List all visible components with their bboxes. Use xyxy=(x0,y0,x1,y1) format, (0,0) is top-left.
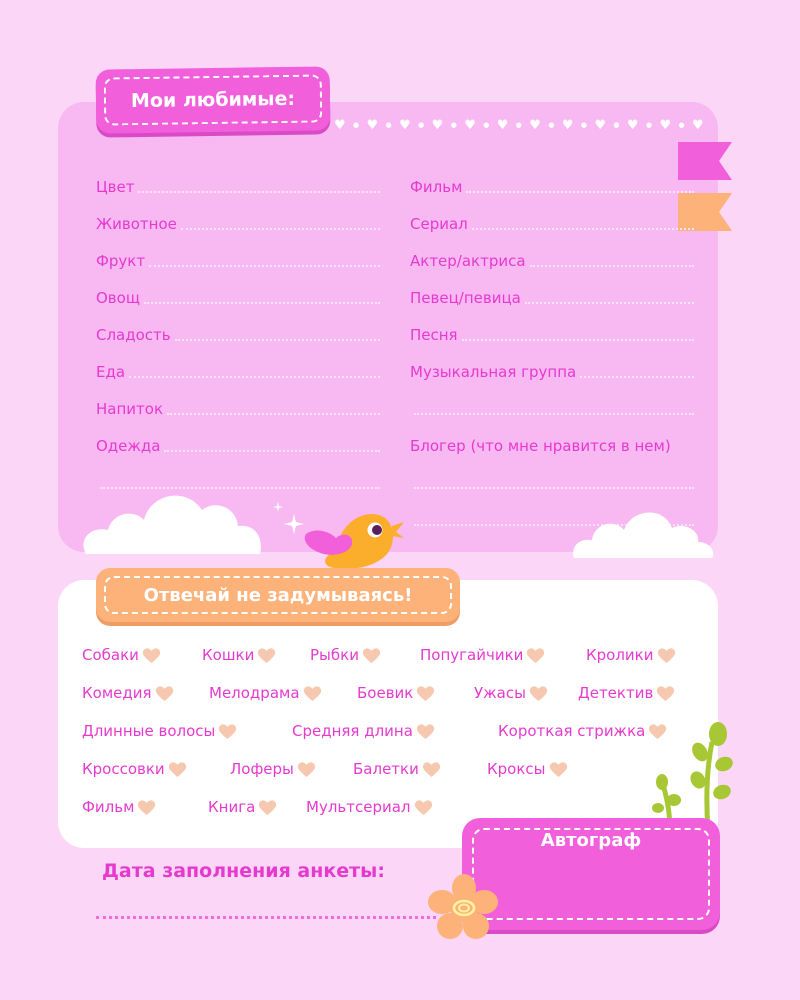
field-row[interactable] xyxy=(96,419,380,456)
option-item[interactable] xyxy=(82,722,237,740)
field-label: Певец/певица xyxy=(410,289,521,307)
favorites-right-column xyxy=(410,160,694,530)
heart-icon[interactable] xyxy=(549,761,568,778)
field-label: Песня xyxy=(410,326,458,344)
option-item[interactable] xyxy=(209,684,322,702)
field-row[interactable] xyxy=(410,456,694,493)
option-label: Мультсериал xyxy=(306,798,411,816)
field-label: Напиток xyxy=(96,400,164,418)
option-item[interactable] xyxy=(353,760,441,778)
answer-line[interactable] xyxy=(167,413,380,415)
answer-line[interactable] xyxy=(462,339,694,341)
favorites-title-text: Мои любимые: xyxy=(130,87,296,113)
answer-line[interactable] xyxy=(466,191,694,193)
option-item[interactable] xyxy=(487,760,568,778)
option-item[interactable] xyxy=(474,684,548,702)
answer-line[interactable] xyxy=(129,376,380,378)
answer-line[interactable] xyxy=(138,191,380,193)
option-item[interactable] xyxy=(292,722,435,740)
field-row[interactable] xyxy=(96,308,380,345)
answer-line[interactable] xyxy=(149,265,380,267)
answer-line[interactable] xyxy=(414,413,694,415)
option-label: Длинные волосы xyxy=(82,722,216,740)
option-item[interactable] xyxy=(498,722,667,740)
heart-icon[interactable] xyxy=(297,761,316,778)
flower-illustration xyxy=(428,872,500,944)
option-label: Рыбки xyxy=(310,646,359,664)
heart-icon[interactable] xyxy=(526,647,545,664)
heart-icon[interactable] xyxy=(414,799,433,816)
heart-icon[interactable] xyxy=(155,685,174,702)
hearts-border-decoration: ♥ ● ♥ ● ♥ ● ♥ ● ♥ ● ♥ ● ♥ ● ♥ ● ♥ ● ♥ ● ♥ ● ♥ xyxy=(334,117,704,133)
field-row[interactable] xyxy=(410,271,694,308)
answer-line[interactable] xyxy=(525,302,694,304)
field-row[interactable] xyxy=(96,197,380,234)
field-label: Овощ xyxy=(96,289,140,307)
option-label: Кроссовки xyxy=(82,760,165,778)
field-row[interactable] xyxy=(410,160,694,197)
answer-line[interactable] xyxy=(414,487,694,489)
field-label: Фильм xyxy=(410,178,463,196)
heart-icon[interactable] xyxy=(529,685,548,702)
option-label: Кролики xyxy=(586,646,654,664)
autograph-box[interactable] xyxy=(462,818,720,930)
option-item[interactable] xyxy=(310,646,381,664)
answer-line[interactable] xyxy=(164,450,380,452)
field-row[interactable] xyxy=(410,234,694,271)
option-label: Лоферы xyxy=(230,760,294,778)
field-row[interactable] xyxy=(96,382,380,419)
option-label: Средняя длина xyxy=(292,722,413,740)
field-label: Сериал xyxy=(410,215,468,233)
field-row[interactable] xyxy=(410,345,694,382)
field-row[interactable] xyxy=(96,271,380,308)
field-row[interactable] xyxy=(410,419,694,456)
field-row[interactable] xyxy=(96,160,380,197)
option-item[interactable] xyxy=(357,684,435,702)
option-item[interactable] xyxy=(420,646,545,664)
field-row[interactable] xyxy=(96,345,380,382)
option-item[interactable] xyxy=(586,646,676,664)
field-label: Одежда xyxy=(96,437,161,455)
field-row[interactable] xyxy=(410,382,694,419)
heart-icon[interactable] xyxy=(657,647,676,664)
option-label: Боевик xyxy=(357,684,414,702)
heart-icon[interactable] xyxy=(416,723,435,740)
field-label: Сладость xyxy=(96,326,171,344)
option-label: Мелодрама xyxy=(209,684,300,702)
favorites-title xyxy=(96,66,331,133)
field-label: Музыкальная группа xyxy=(410,363,577,381)
option-label: Балетки xyxy=(353,760,419,778)
option-item[interactable] xyxy=(306,798,433,816)
option-item[interactable] xyxy=(578,684,675,702)
heart-icon[interactable] xyxy=(257,647,276,664)
field-label: Животное xyxy=(96,215,177,233)
heart-icon[interactable] xyxy=(362,647,381,664)
heart-icon[interactable] xyxy=(142,647,161,664)
quick-answers-title xyxy=(96,568,460,622)
option-label: Кошки xyxy=(202,646,255,664)
answer-line[interactable] xyxy=(175,339,380,341)
option-label: Комедия xyxy=(82,684,152,702)
option-label: Собаки xyxy=(82,646,139,664)
field-label: Актер/актриса xyxy=(410,252,526,270)
quick-answers-title-text: Отвечай не задумываясь! xyxy=(143,584,413,606)
option-label: Короткая стрижка xyxy=(498,722,646,740)
date-label: Дата заполнения анкеты: xyxy=(102,860,385,882)
option-label: Фильм xyxy=(82,798,135,816)
heart-icon[interactable] xyxy=(416,685,435,702)
option-label: Книга xyxy=(208,798,256,816)
date-input-line[interactable] xyxy=(96,916,436,919)
heart-icon[interactable] xyxy=(422,761,441,778)
option-item[interactable] xyxy=(82,646,161,664)
option-label: Кроксы xyxy=(487,760,546,778)
answer-line[interactable] xyxy=(181,228,380,230)
heart-icon[interactable] xyxy=(656,685,675,702)
heart-icon[interactable] xyxy=(218,723,237,740)
option-item[interactable] xyxy=(82,798,156,816)
option-item[interactable] xyxy=(208,798,277,816)
option-item[interactable] xyxy=(82,684,174,702)
heart-icon[interactable] xyxy=(258,799,277,816)
bird-illustration xyxy=(300,508,405,574)
field-row[interactable] xyxy=(410,308,694,345)
favorites-left-column xyxy=(96,160,380,493)
answer-line[interactable] xyxy=(144,302,380,304)
option-item[interactable] xyxy=(230,760,316,778)
heart-icon[interactable] xyxy=(303,685,322,702)
field-row[interactable] xyxy=(96,234,380,271)
option-label: Попугайчики xyxy=(420,646,524,664)
option-item[interactable] xyxy=(202,646,276,664)
answer-line[interactable] xyxy=(580,376,694,378)
cloud-left-illustration xyxy=(78,480,268,560)
field-label: Фрукт xyxy=(96,252,146,270)
answer-line[interactable] xyxy=(530,265,694,267)
heart-icon[interactable] xyxy=(137,799,156,816)
cloud-right-illustration xyxy=(570,500,715,562)
heart-icon[interactable] xyxy=(168,761,187,778)
autograph-label: Автограф xyxy=(540,830,642,851)
option-item[interactable] xyxy=(82,760,187,778)
answer-line[interactable] xyxy=(472,228,694,230)
option-label: Ужасы xyxy=(474,684,526,702)
field-label: Еда xyxy=(96,363,126,381)
option-label: Детектив xyxy=(578,684,654,702)
plant-illustration xyxy=(650,722,734,832)
field-row[interactable] xyxy=(410,197,694,234)
field-label: Цвет xyxy=(96,178,135,196)
field-label: Блогер (что мне нравится в нем) xyxy=(410,437,671,455)
